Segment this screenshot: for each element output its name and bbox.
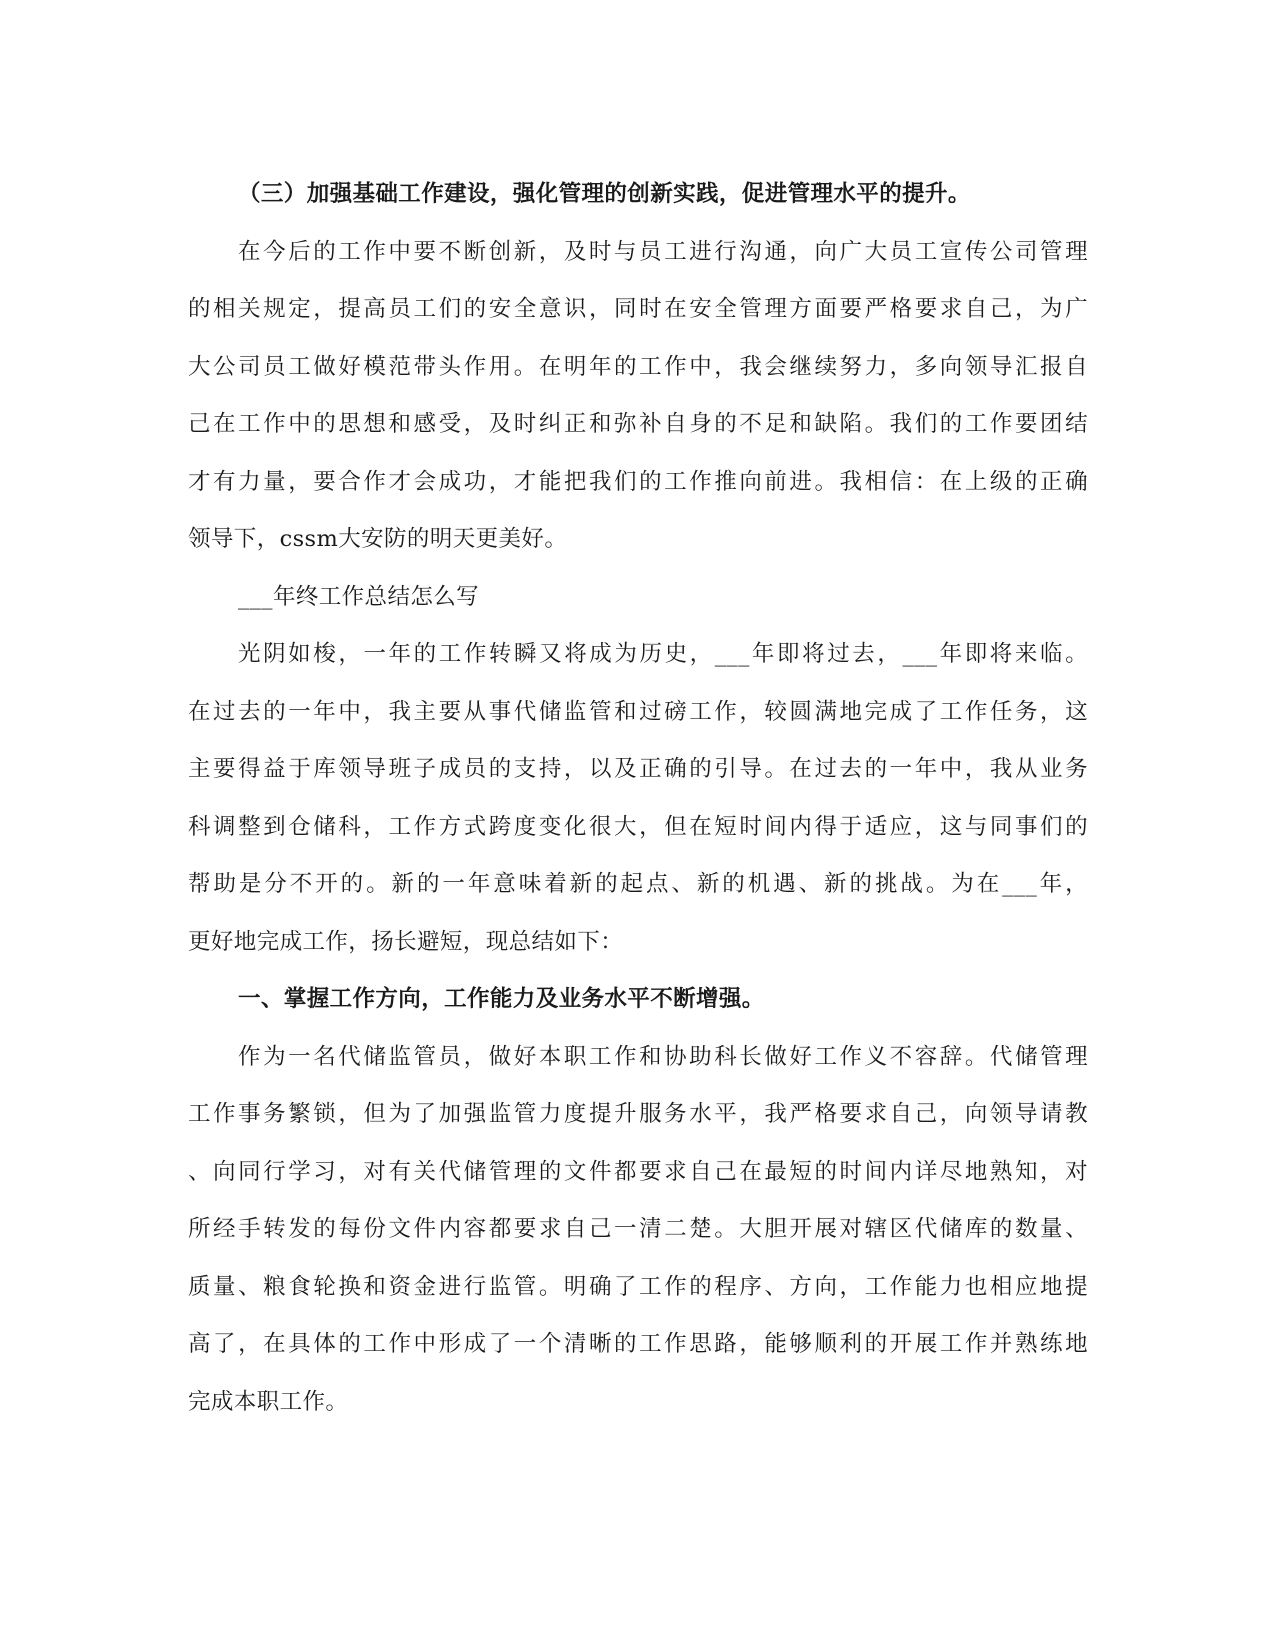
paragraph-line: 在今后的工作中要不断创新，及时与员工进行沟通，向广大员工宣传公司管理 (238, 238, 1088, 265)
paragraph-line: 主要得益于库领导班子成员的支持，以及正确的引导。在过去的一年中，我从业务 (188, 756, 1088, 782)
section-heading-3: （三）加强基础工作建设，强化管理的创新实践，促进管理水平的提升。 (238, 181, 971, 207)
section-heading-1: 一、掌握工作方向，工作能力及业务水平不断增强。 (238, 986, 765, 1012)
paragraph-line: 在过去的一年中，我主要从事代储监管和过磅工作，较圆满地完成了工作任务，这 (188, 698, 1088, 725)
paragraph-line: 大公司员工做好模范带头作用。在明年的工作中，我会继续努力，多向领导汇报自 (188, 353, 1088, 380)
paragraph-line: 光阴如梭，一年的工作转瞬又将成为历史，___年即将过去，___年即将来临。 (238, 641, 1088, 667)
paragraph-line: 更好地完成工作，扬长避短，现总结如下： (188, 928, 624, 955)
paragraph-line: 高了，在具体的工作中形成了一个清晰的工作思路，能够顺利的开展工作并熟练地 (188, 1331, 1088, 1357)
paragraph-line: 完成本职工作。 (188, 1388, 349, 1415)
paragraph-line: 所经手转发的每份文件内容都要求自己一清二楚。大胆开展对辖区代储库的数量、 (188, 1216, 1088, 1242)
document-title: ___年终工作总结怎么写 (238, 583, 480, 610)
paragraph-line: 科调整到仓储科，工作方式跨度变化很大，但在短时间内得于适应，这与同事们的 (188, 813, 1088, 840)
paragraph-line: 工作事务繁锁，但为了加强监管力度提升服务水平，我严格要求自己，向领导请教 (188, 1101, 1088, 1127)
paragraph-line: 质量、粮食轮换和资金进行监管。明确了工作的程序、方向，工作能力也相应地提 (188, 1273, 1088, 1300)
paragraph-line: 领导下，cssm大安防的明天更美好。 (188, 526, 568, 552)
paragraph-line: 的相关规定，提高员工们的安全意识，同时在安全管理方面要严格要求自己，为广 (188, 296, 1088, 322)
document-body (188, 166, 1088, 1431)
paragraph-line: 、向同行学习，对有关代储管理的文件都要求自己在最短的时间内详尽地熟知，对 (188, 1158, 1088, 1185)
paragraph-line: 帮助是分不开的。新的一年意味着新的起点、新的机遇、新的挑战。为在___年， (188, 871, 1088, 897)
paragraph-line: 才有力量，要合作才会成功，才能把我们的工作推向前进。我相信：在上级的正确 (188, 468, 1088, 495)
paragraph-line: 己在工作中的思想和感受，及时纠正和弥补自身的不足和缺陷。我们的工作要团结 (188, 411, 1088, 437)
paragraph-line: 作为一名代储监管员，做好本职工作和协助科长做好工作义不容辞。代储管理 (238, 1043, 1088, 1070)
